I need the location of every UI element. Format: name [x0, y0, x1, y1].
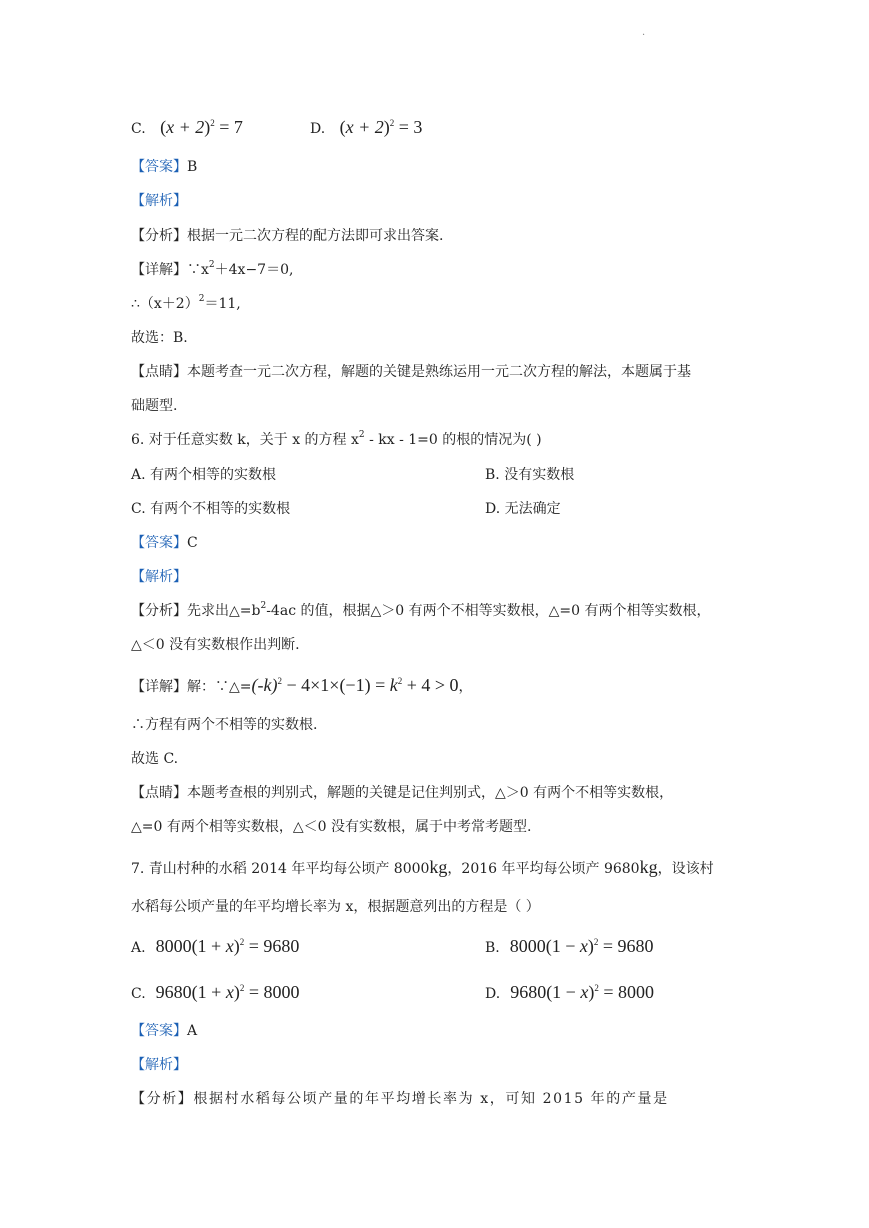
- q5-option-d-label: D.: [310, 121, 326, 137]
- q5-option-d-exp: 2: [389, 118, 395, 128]
- q6-option-d: D. 无法确定: [485, 501, 561, 517]
- q7-option-c-open: (1 +: [191, 982, 226, 1002]
- q5-xiangjie: [131, 261, 293, 279]
- xiangjie-math-a: (-k): [251, 675, 278, 695]
- q6-stem-a: 6. 对于任意实数 k，关于 x 的方程 x: [131, 432, 359, 448]
- answer-tag: 【答案】: [131, 535, 187, 551]
- q7-option-d: [485, 983, 654, 1003]
- q6-analysis: [131, 568, 187, 586]
- q6-fenxi: [131, 602, 710, 620]
- xiangjie-text-b: ＋4x−7＝0,: [214, 262, 294, 278]
- q7-option-b-label: B.: [485, 940, 500, 956]
- step2-exp: 2: [198, 294, 205, 304]
- q6-choose: 故选 C.: [131, 751, 179, 767]
- q6-fenxi-line2: △＜0 没有实数根作出判断.: [131, 637, 300, 653]
- dianjing-text-1: 本题考查一元二次方程，解题的关键是熟练运用一元二次方程的解法，本题属于基: [187, 364, 691, 380]
- q5-option-c-rhs: = 7: [219, 117, 243, 137]
- q5-option-c-label: C.: [131, 121, 146, 137]
- q7-option-d-close: ): [588, 982, 595, 1002]
- q7-option-a-close: ): [233, 936, 240, 956]
- q7-stem-line2: 水稻每公顷产量的年平均增长率为 x，根据题意列出的方程是（ ）: [131, 899, 540, 915]
- q6-xiangjie: [131, 676, 473, 696]
- dianjing-tag: 【点睛】: [131, 785, 187, 801]
- q5-analysis: [131, 192, 187, 210]
- q5-dianjing-line2: 础题型.: [131, 398, 178, 414]
- q6-option-b: B. 没有实数根: [485, 467, 575, 483]
- xiangjie-exp1: 2: [277, 676, 282, 686]
- xiangjie-math-c: + 4 > 0: [402, 675, 459, 695]
- header-mark: ·: [642, 30, 646, 41]
- q7-option-c-num: 9680: [155, 982, 192, 1002]
- q7-option-a: [131, 937, 299, 957]
- q7-option-a-exp: 2: [239, 937, 245, 947]
- q7-option-b-close: ): [587, 936, 594, 956]
- q7-option-c-close: ): [233, 982, 240, 1002]
- q6-stem-b: - kx - 1=0 的根的情况为( ): [364, 432, 542, 448]
- q7-option-b-x: x: [579, 936, 588, 956]
- q7-option-a-open: (1 +: [191, 936, 226, 956]
- q5-fenxi: [131, 227, 443, 245]
- q5-option-d-rhs: = 3: [398, 117, 423, 137]
- step2-b: ＝11,: [204, 296, 241, 312]
- q7-option-a-num: 8000: [155, 936, 192, 956]
- q7-option-b-num: 8000: [509, 936, 546, 956]
- q7-stem-1b: ，2016 年平均每公顷产 9680: [447, 861, 640, 877]
- q7-option-b: [485, 937, 654, 957]
- xiangjie-exp2: 2: [397, 676, 403, 686]
- q7-stem: [131, 858, 714, 878]
- xiangjie-tag: 【详解】: [131, 262, 187, 278]
- answer-tag: 【答案】: [131, 1023, 187, 1039]
- q7-option-c-label: C.: [131, 986, 146, 1002]
- q7-option-a-label: A.: [131, 940, 146, 956]
- q6-stem: [131, 431, 542, 449]
- xiangjie-exp: 2: [208, 260, 215, 270]
- dianjing-tag: 【点睛】: [131, 364, 187, 380]
- q7-answer: [131, 1022, 197, 1040]
- q5-option-d-lhs: x + 2: [345, 117, 384, 137]
- analysis-tag: 【解析】: [131, 569, 187, 585]
- q7-fenxi: [131, 1090, 669, 1108]
- q7-kg-1: kg: [429, 857, 448, 877]
- q5-option-c-lhs: x + 2: [166, 117, 205, 137]
- q7-option-b-open: (1 −: [545, 936, 580, 956]
- q7-option-a-x: x: [225, 936, 234, 956]
- fenxi-tag: 【分析】: [131, 1091, 194, 1107]
- q7-option-d-x: x: [580, 982, 589, 1002]
- q5-option-c: C. $(x + 2)^2 = 7$: [131, 117, 243, 137]
- fenxi-text: 根据一元二次方程的配方法即可求出答案.: [187, 228, 444, 244]
- q7-kg-2: kg: [639, 857, 658, 877]
- analysis-tag: 【解析】: [131, 193, 187, 209]
- q7-option-c-exp: 2: [239, 983, 245, 993]
- q5-choose: 故选：B.: [131, 330, 188, 346]
- fenxi-1exp: 2: [260, 601, 267, 611]
- q7-option-b-exp: 2: [593, 937, 599, 947]
- q6-dianjing: [131, 784, 673, 802]
- fenxi-text: 根据村水稻每公顷产量的年平均增长率为 x，可知 2015 年的产量是: [193, 1091, 669, 1107]
- q5-answer: [131, 158, 197, 176]
- fenxi-tag: 【分析】: [131, 603, 187, 619]
- q7-option-d-exp: 2: [594, 983, 599, 993]
- answer-value: B: [187, 159, 198, 175]
- xiangjie-text-a: ∵x: [187, 262, 209, 278]
- xiangjie-tag: 【详解】: [131, 679, 187, 695]
- q7-option-c-rhs: = 8000: [244, 982, 300, 1002]
- xiangjie-end: ，: [458, 679, 473, 695]
- q7-option-d-num: 9680: [510, 982, 547, 1002]
- q5-step2: [131, 295, 241, 313]
- q7-option-c-x: x: [225, 982, 234, 1002]
- q6-conclusion: ∴方程有两个不相等的实数根.: [131, 717, 318, 733]
- answer-tag: 【答案】: [131, 159, 187, 175]
- q7-option-c: [131, 983, 299, 1003]
- q6-option-c: C. 有两个不相等的实数根: [131, 501, 291, 517]
- step2-a: ∴（x＋2）: [131, 296, 199, 312]
- q6-option-a: A. 有两个相等的实数根: [131, 467, 277, 483]
- q7-option-a-rhs: = 9680: [244, 936, 300, 956]
- q7-option-d-label: D.: [485, 986, 501, 1002]
- dianjing-text-1: 本题考查根的判别式，解题的关键是记住判别式，△＞0 有两个不相等实数根，: [187, 785, 674, 801]
- xiangjie-pre: 解：∵△=: [187, 679, 252, 695]
- q6-dianjing-line2: △=0 有两个相等实数根，△＜0 没有实数根，属于中考常考题型.: [131, 819, 532, 835]
- answer-value: C: [187, 535, 198, 551]
- q5-dianjing: [131, 363, 691, 381]
- q7-option-b-rhs: = 9680: [598, 936, 654, 956]
- analysis-tag: 【解析】: [131, 1057, 187, 1073]
- q7-stem-1a: 7. 青山村种的水稻 2014 年平均每公顷产 8000: [131, 861, 430, 877]
- q7-option-d-open: (1 −: [546, 982, 581, 1002]
- q5-option-d: D. $(x + 2)^2 = 3$: [310, 117, 423, 137]
- q5-option-c-exp: 2: [210, 118, 215, 128]
- answer-value: A: [187, 1023, 198, 1039]
- fenxi-tag: 【分析】: [131, 228, 187, 244]
- xiangjie-math-b: − 4×1×(−1) =: [281, 675, 390, 695]
- q7-stem-1c: ，设该村: [657, 861, 714, 877]
- q7-option-d-rhs: = 8000: [598, 982, 654, 1002]
- fenxi-1a: 先求出△=b: [187, 603, 261, 619]
- q6-stem-exp: 2: [358, 430, 365, 440]
- fenxi-1b: -4ac 的值，根据△＞0 有两个不相等实数根，△=0 有两个相等实数根，: [266, 603, 711, 619]
- q7-analysis: [131, 1056, 187, 1074]
- q6-answer: [131, 534, 198, 552]
- xiangjie-k: k: [389, 675, 398, 695]
